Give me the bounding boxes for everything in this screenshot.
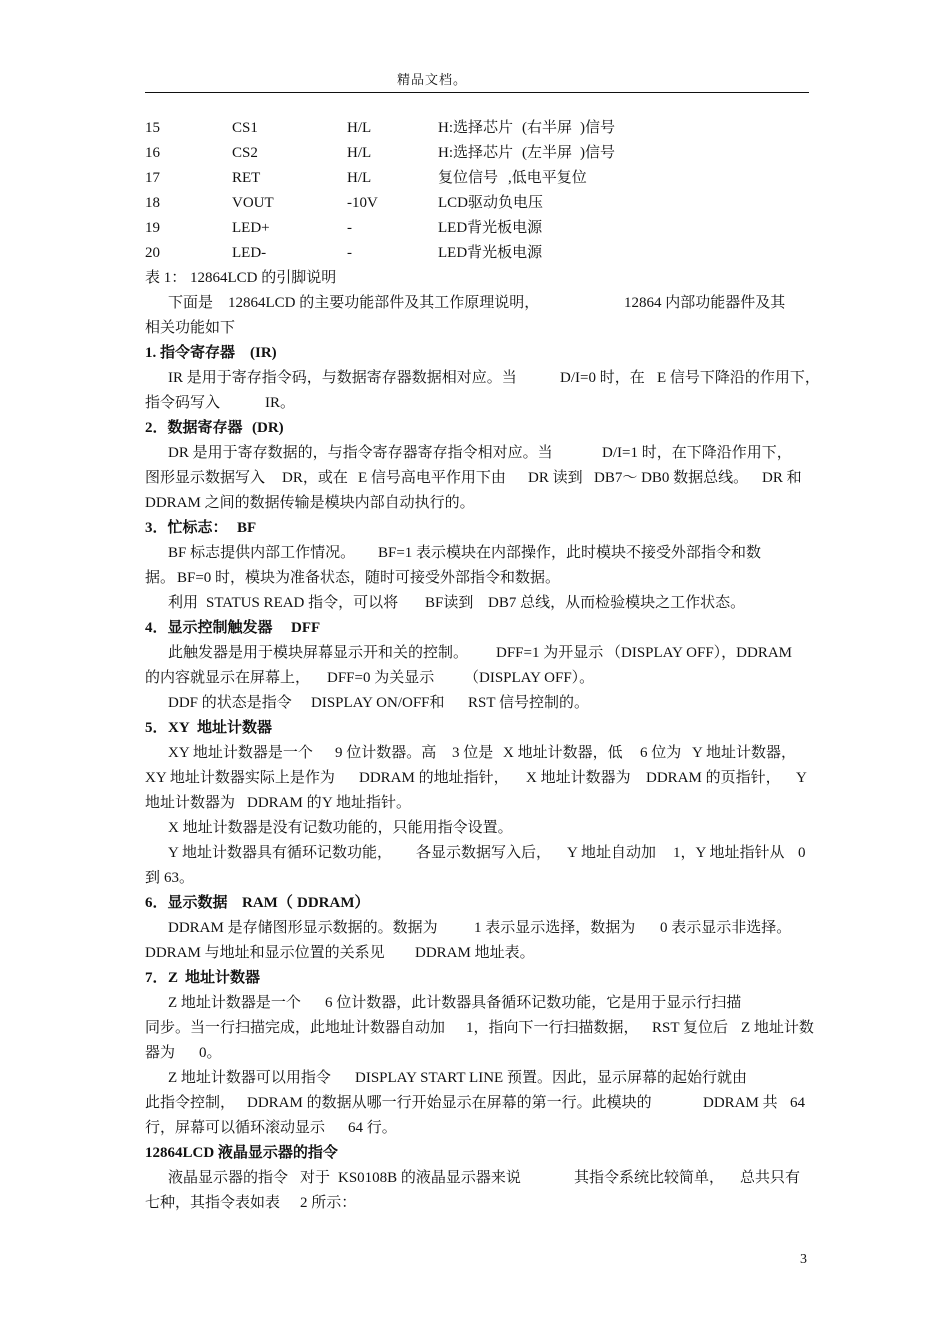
body-text: 据。 — [145, 570, 176, 586]
body-text: DB7～ DB0 数据总线。 — [594, 470, 749, 486]
body-text: （DISPLAY OFF），DDRAM — [606, 645, 793, 661]
body-text: 地址计数器为 — [145, 795, 236, 811]
body-text: 各显示数据写入后， — [416, 845, 552, 861]
section-heading: 6．显示数据 — [145, 895, 228, 911]
body-text: 指令码写入 — [145, 395, 221, 411]
body-text: 总共只有 — [740, 1170, 801, 1186]
body-text: E 信号下降沿的作用下， — [657, 370, 820, 386]
section-heading-part: 地址计数器 — [197, 720, 273, 736]
body-text: X 地址计数器是没有记数功能的，只能用指令设置。 — [168, 820, 513, 836]
pin-symbol: RET — [232, 170, 261, 186]
body-text: D/I=0 时，在 — [560, 370, 645, 386]
pin-description: LCD驱动负电压 — [438, 195, 544, 211]
body-text: DB7 总线，从而检验模块之工作状态。 — [488, 595, 746, 611]
section-heading: 7． — [145, 970, 168, 986]
body-text: DDRAM 与地址和显示位置的关系见 — [145, 945, 385, 961]
header-rule — [145, 92, 809, 93]
section-heading-part: (IR) — [250, 345, 277, 361]
body-text: Y 地址指针。 — [322, 795, 412, 811]
body-text: 的内容就显示在屏幕上， — [145, 670, 311, 686]
body-text: Z 地址计数 — [741, 1020, 814, 1036]
pin-number: 18 — [145, 195, 160, 211]
body-text: DR 和 — [762, 470, 802, 486]
body-text: （DISPLAY OFF）。 — [464, 670, 595, 686]
body-text: KS0108B 的液晶显示器来说 — [338, 1170, 521, 1186]
body-text: DDRAM 之间的数据传输是模块内部自动执行的。 — [145, 495, 475, 511]
page-header-title: 精品文档。 — [397, 72, 468, 87]
body-text: 到 — [145, 870, 161, 886]
pin-description: H:选择芯片 — [438, 120, 514, 136]
pin-number: 19 — [145, 220, 160, 236]
body-text: Z 地址计数器是一个 — [168, 995, 301, 1011]
body-text: 利用 — [168, 595, 199, 611]
body-text: Y — [796, 770, 807, 786]
body-text: D/I=1 时，在下降沿作用下， — [602, 445, 792, 461]
pin-symbol: CS1 — [232, 120, 258, 136]
body-text: 行，屏幕可以循环滚动显示 — [145, 1120, 326, 1136]
body-text: 64 行。 — [348, 1120, 397, 1136]
section-heading: 1. 指令寄存器 — [145, 345, 236, 361]
pin-number: 17 — [145, 170, 160, 186]
section-heading-part: BF — [237, 520, 257, 536]
body-text: E 信号高电平作用下由 — [358, 470, 506, 486]
body-text: 液晶显示器的指令 — [168, 1170, 289, 1186]
body-text: 3 位是 — [452, 745, 494, 761]
body-text: 0。 — [199, 1045, 222, 1061]
section-heading-part: Z — [168, 970, 179, 986]
pin-level: H/L — [347, 170, 372, 186]
body-text: 63。 — [164, 870, 195, 886]
pin-level: H/L — [347, 145, 372, 161]
section-heading: 2．数据寄存器 — [145, 420, 243, 436]
body-text: DDRAM 的数据从哪一行开始显示在屏幕的第一行。此模块的 — [247, 1095, 652, 1111]
pin-description: LED背光板电源 — [438, 245, 543, 261]
body-text: DFF=1 为开显示 — [496, 645, 604, 661]
body-text: DDRAM 共 — [703, 1095, 778, 1111]
body-text: 1，Y 地址指针从 — [673, 845, 785, 861]
section-heading: 5． — [145, 720, 168, 736]
body-text: DR 读到 — [528, 470, 583, 486]
body-text: 图形显示数据写入 — [145, 470, 266, 486]
body-text: DR 是用于寄存数据的，与指令寄存器寄存指令相对应。当 — [168, 445, 553, 461]
pin-description: 复位信号 — [438, 170, 499, 186]
pin-description-part: )信号 — [580, 145, 615, 161]
section-heading-part: (DR) — [252, 420, 284, 436]
body-text: 9 位计数器。高 — [335, 745, 437, 761]
body-text: IR。 — [265, 395, 296, 411]
body-text: Y 地址计数器， — [692, 745, 797, 761]
body-text: 12864LCD 的主要功能部件及其工作原理说明， — [228, 295, 540, 311]
body-text: BF=1 表示模块在内部操作，此时模块不接受外部指令和数 — [378, 545, 762, 561]
body-text: IR 是用于寄存指令码，与数据寄存器数据相对应。当 — [168, 370, 517, 386]
body-text: 此触发器是用于模块屏幕显示开和关的控制。 — [168, 645, 469, 661]
body-text: 2 所示： — [300, 1195, 357, 1211]
body-text: DDRAM 的页指针， — [646, 770, 781, 786]
body-text: X 地址计数器，低 — [503, 745, 623, 761]
body-text: 对于 — [300, 1170, 331, 1186]
body-text: 七种，其指令表如表 — [145, 1195, 281, 1211]
body-text: DISPLAY START LINE 预置。因此，显示屏幕的起始行就由 — [355, 1070, 747, 1086]
section-heading: 4．显示控制触发器 — [145, 620, 273, 636]
body-text: DISPLAY ON/OFF和 — [311, 695, 445, 711]
pin-number: 20 — [145, 245, 160, 261]
body-text: RST 复位后 — [652, 1020, 728, 1036]
body-text: 1，指向下一行扫描数据， — [466, 1020, 639, 1036]
body-text: 0 表示显示非选择。 — [660, 920, 792, 936]
body-text: DFF=0 为关显示 — [327, 670, 435, 686]
body-text: Z 地址计数器可以用指令 — [168, 1070, 331, 1086]
pin-number: 16 — [145, 145, 160, 161]
body-text: DDRAM 地址表。 — [415, 945, 535, 961]
body-text: DDF 的状态是指令 — [168, 695, 292, 711]
section-heading: 3．忙标志： — [145, 520, 228, 536]
pin-description-part: ,低电平复位 — [508, 170, 587, 186]
pin-level: - — [347, 245, 352, 261]
pin-description-part: (左半屏 — [522, 145, 572, 161]
section-heading-part: RAM（ — [242, 895, 293, 911]
section-heading-part: DDRAM） — [297, 895, 370, 911]
body-text: 0 — [798, 845, 806, 861]
body-text: 6 位为 — [640, 745, 682, 761]
body-text: BF=0 时，模块为准备状态，随时可接受外部指令和数据。 — [177, 570, 561, 586]
pin-symbol: CS2 — [232, 145, 258, 161]
section-heading-part: 地址计数器 — [185, 970, 261, 986]
section-heading-part: XY — [168, 720, 190, 736]
page-number: 3 — [800, 1252, 807, 1267]
pin-symbol: LED- — [232, 245, 267, 261]
body-text: STATUS READ 指令，可以将 — [206, 595, 399, 611]
body-text: 器为 — [145, 1045, 176, 1061]
body-text: DDRAM 的地址指针， — [359, 770, 509, 786]
table-caption: 表 1： 12864LCD 的引脚说明 — [145, 270, 337, 286]
pin-description: LED背光板电源 — [438, 220, 543, 236]
pin-level: H/L — [347, 120, 372, 136]
body-text: 相关功能如下 — [145, 320, 236, 336]
pin-description-part: (右半屏 — [522, 120, 572, 136]
body-text: 其指令系统比较简单， — [574, 1170, 725, 1186]
pin-level: - — [347, 220, 352, 236]
body-text: BF 标志提供内部工作情况。 — [168, 545, 356, 561]
pin-description-part: )信号 — [580, 120, 615, 136]
body-text: DDRAM 是存储图形显示数据的。数据为 — [168, 920, 438, 936]
pin-symbol: LED+ — [232, 220, 270, 236]
pin-symbol: VOUT — [232, 195, 274, 211]
pin-level: -10V — [347, 195, 378, 211]
body-text: XY 地址计数器实际上是作为 — [145, 770, 335, 786]
body-text: 64 — [790, 1095, 805, 1111]
body-text: 1 表示显示选择，数据为 — [474, 920, 636, 936]
section-heading: 12864LCD 液晶显示器的指令 — [145, 1145, 338, 1161]
body-text: 6 位计数器，此计数器具备循环记数功能，它是用于显示行扫描 — [325, 995, 742, 1011]
body-text: XY 地址计数器是一个 — [168, 745, 313, 761]
body-text: Y 地址自动加 — [567, 845, 657, 861]
body-text: 12864 内部功能器件及其 — [624, 295, 786, 311]
body-text: Y 地址计数器具有循环记数功能， — [168, 845, 393, 861]
body-text: BF读到 — [425, 595, 474, 611]
section-heading-part: DFF — [291, 620, 321, 636]
body-text: RST 信号控制的。 — [468, 695, 589, 711]
body-text: 同步。当一行扫描完成，此地址计数器自动加 — [145, 1020, 446, 1036]
body-text: 下面是 — [168, 295, 214, 311]
pin-number: 15 — [145, 120, 160, 136]
pin-description: H:选择芯片 — [438, 145, 514, 161]
body-text: DDRAM 的 — [247, 795, 322, 811]
body-text: DR，或在 — [282, 470, 348, 486]
body-text: 此指令控制， — [145, 1095, 236, 1111]
body-text: X 地址计数器为 — [526, 770, 631, 786]
